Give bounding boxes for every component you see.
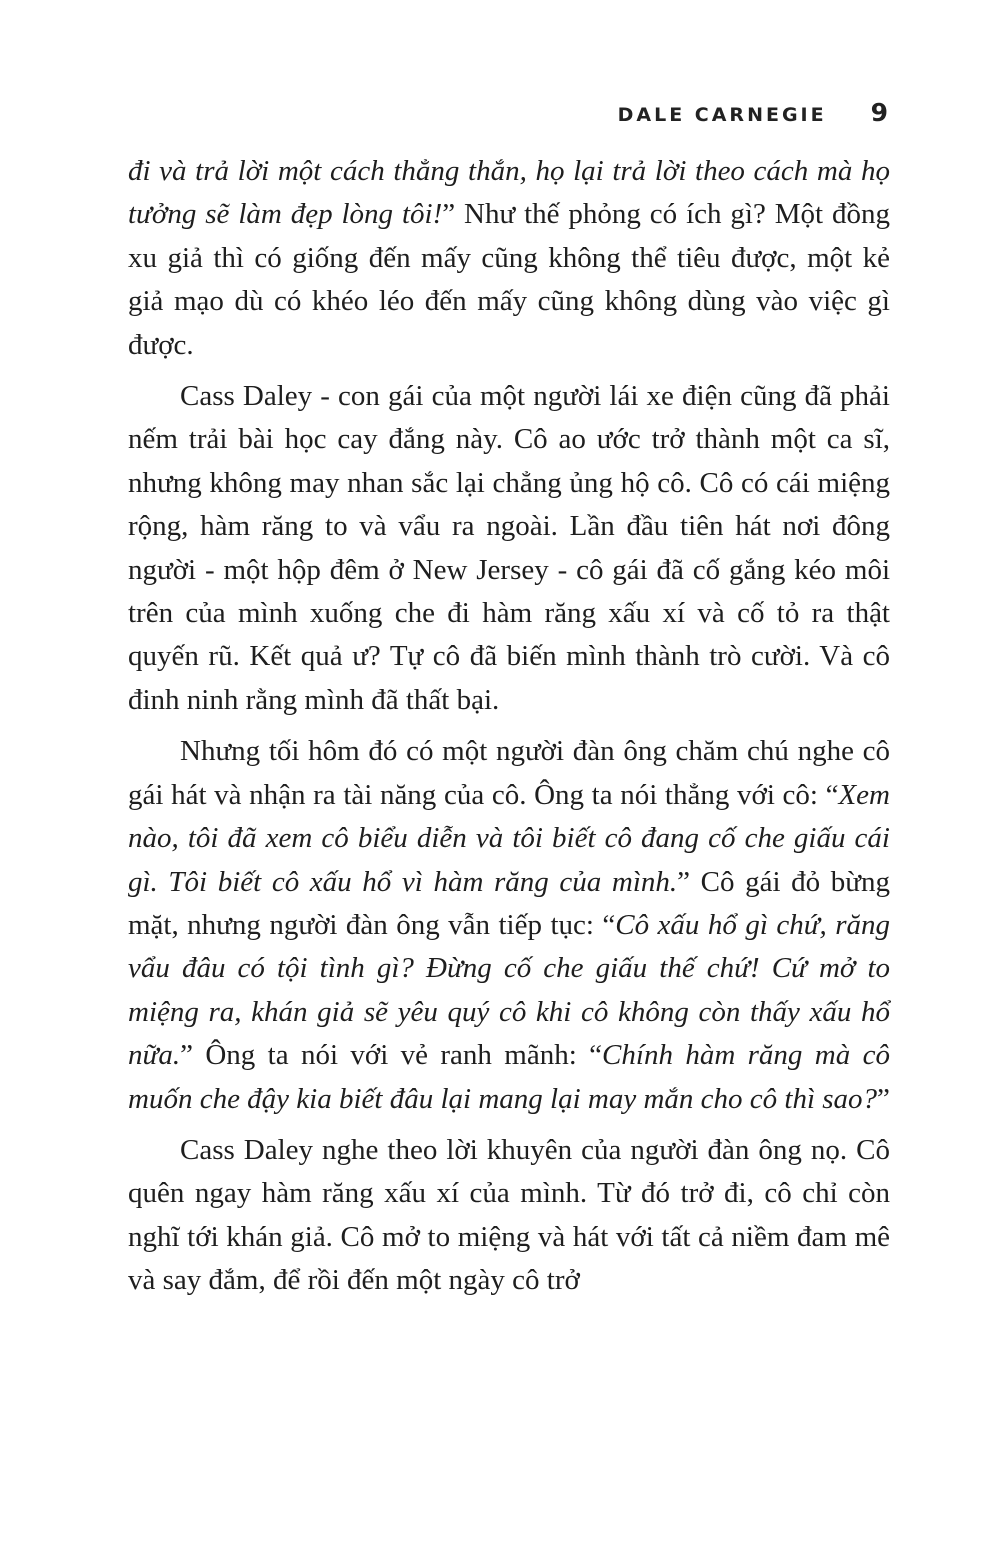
text-run: Cô xấu hổ gì chứ, răng vẩu đâu có tội tình gì? Đừng cố che giấu thế chứ! Cứ mở to miệng ra, khán giả sẽ yêu quý cô khi cô không còn thấy xấu hổ nữa. — [128, 908, 890, 1072]
text-run: Chính hàm răng mà cô muốn che đậy kia biết đâu lại mang lại may mắn cho cô thì sao? — [128, 1039, 890, 1115]
text-run: ” — [877, 1082, 890, 1115]
text-run: ” Như thế phỏng có ích gì? Một đồng xu giả thì có giống đến mấy cũng không thể tiêu được, một kẻ giả mạo dù có khéo léo đến mấy cũng không dùng vào việc gì được. — [128, 198, 890, 361]
page-number: 9 — [870, 98, 888, 127]
text-run: Nhưng tối hôm đó có một người đàn ông chăm chú nghe cô gái hát và nhận ra tài năng của cô. Ông ta nói thẳng với cô: “ — [128, 735, 890, 811]
text-run: ” Ông ta nói với vẻ ranh mãnh: “ — [180, 1039, 603, 1072]
paragraph-2 — [128, 375, 890, 722]
paragraph-1 — [128, 150, 890, 367]
text-run: đi và trả lời một cách thẳng thắn, họ lại trả lời theo cách mà họ tưởng sẽ làm đẹp lòng tôi! — [128, 155, 890, 231]
text-run: Cass Daley - con gái của một người lái xe điện cũng đã phải nếm trải bài học cay đắng này. Cô ao ước trở thành một ca sĩ, nhưng không may nhan sắc lại chẳng ủng hộ cô. Cô có cái miệng rộng, hàm răng to và vẩu ra ngoài. Lần đầu tiên hát nơi đông người - một hộp đêm ở New Jersey - cô gái đã cố gắng kéo môi trên của mình xuống che đi hàm răng xấu xí và cố tỏ ra thật quyến rũ. Kết quả ư? Tự cô đã biến mình thành trò cười. Và cô đinh ninh rằng mình đã thất bại. — [128, 380, 890, 716]
text-run: Cass Daley nghe theo lời khuyên của người đàn ông nọ. Cô quên ngay hàm răng xấu xí của mình. Từ đó trở đi, cô chỉ còn nghĩ tới khán giả. Cô mở to miệng và hát với tất cả niềm đam mê và say đắm, để rồi đến một ngày cô trở — [128, 1133, 890, 1297]
running-header — [618, 98, 888, 127]
paragraph-4 — [128, 1129, 890, 1303]
text-run: ” Cô gái đỏ bừng mặt, nhưng người đàn ông vẫn tiếp tục: “ — [128, 865, 890, 941]
text-run: Xem nào, tôi đã xem cô biểu diễn và tôi biết cô đang cố che giấu cái gì. Tôi biết cô xấu hổ vì hàm răng của mình. — [128, 778, 890, 898]
body-text — [128, 150, 890, 1311]
author-name: DALE CARNEGIE — [617, 104, 827, 126]
paragraph-3 — [128, 730, 890, 1121]
